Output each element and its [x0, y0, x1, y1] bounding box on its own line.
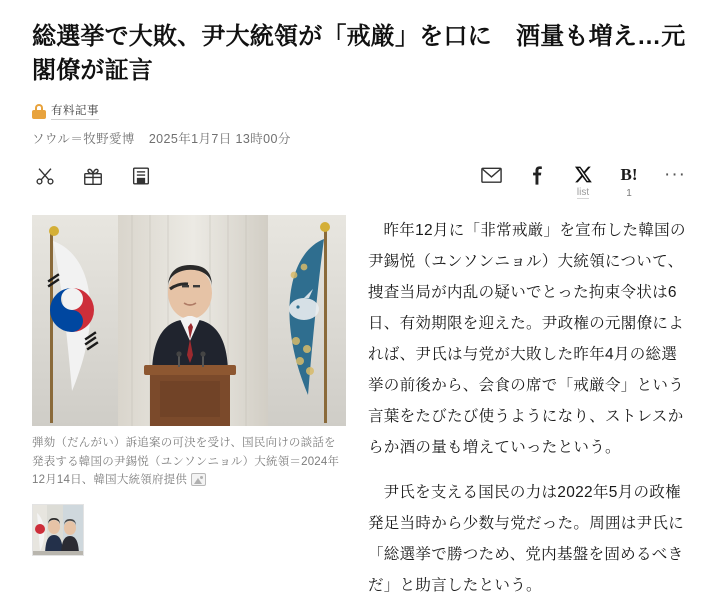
- text-column: [368, 215, 688, 600]
- article-photo[interactable]: [32, 215, 346, 426]
- hatena-glyph: B!: [620, 165, 638, 185]
- related-photo-thumbnail[interactable]: [32, 504, 84, 556]
- page-title: 総選挙で大敗、尹大統領が「戒厳」を口に 酒量も増え…元閣僚が証言: [32, 23, 686, 85]
- lock-icon: [32, 104, 46, 119]
- toolbar-share-group: [478, 165, 688, 199]
- x-share-icon[interactable]: [570, 165, 596, 199]
- scissors-icon[interactable]: [32, 165, 58, 187]
- photo-expand-icon[interactable]: [191, 473, 206, 486]
- article-toolbar: [32, 165, 688, 207]
- x-share-label[interactable]: list: [576, 187, 590, 199]
- byline-date: 2025年1月7日 13時00分: [148, 132, 291, 147]
- media-column: [32, 215, 346, 600]
- byline-author: ソウル＝牧野愛博: [32, 132, 135, 147]
- photo-caption-text: 弾劾（だんがい）訴追案の可決を受け、国民向けの談話を発表する韓国の尹錫悦（ユンソンニョル）大統領＝2024年12月14日、韓国大統領府提供: [32, 437, 340, 487]
- photo-caption: [32, 434, 346, 490]
- byline: [32, 129, 688, 147]
- mail-share-icon[interactable]: [478, 165, 504, 185]
- toolbar-left-group: [32, 165, 154, 187]
- more-options-icon[interactable]: [662, 165, 688, 185]
- hatena-bookmark-icon[interactable]: [616, 165, 642, 199]
- paid-article-label: 有料記事: [51, 102, 99, 120]
- facebook-share-icon[interactable]: [524, 165, 550, 186]
- paid-article-badge: [32, 102, 688, 120]
- save-article-icon[interactable]: [128, 165, 154, 187]
- gift-icon[interactable]: [80, 165, 106, 187]
- article-paragraph: 昨年12月に「非常戒厳」を宣布した韓国の尹錫悦（ユンソンニョル）大統領について、捜査当局が内乱の疑いでとった拘束令状は6日、有効期限を迎えた。尹政権の元閣僚によれば、尹氏は与党が大敗した昨年4月の総選挙の前後から、会食の席で「戒厳令」という言葉をたびたび使うようになり、ストレスからか酒の量も増えていったという。: [368, 222, 686, 457]
- article-body: [32, 215, 688, 600]
- article-paragraph: 尹氏を支える国民の力は2022年5月の政権発足当時から少数与党だった。周囲は尹氏に「総選挙で勝つため、党内基盤を固めるべきだ」と助言したという。: [368, 484, 685, 595]
- more-options-glyph: ···: [664, 164, 686, 186]
- hatena-count: 1: [626, 188, 632, 200]
